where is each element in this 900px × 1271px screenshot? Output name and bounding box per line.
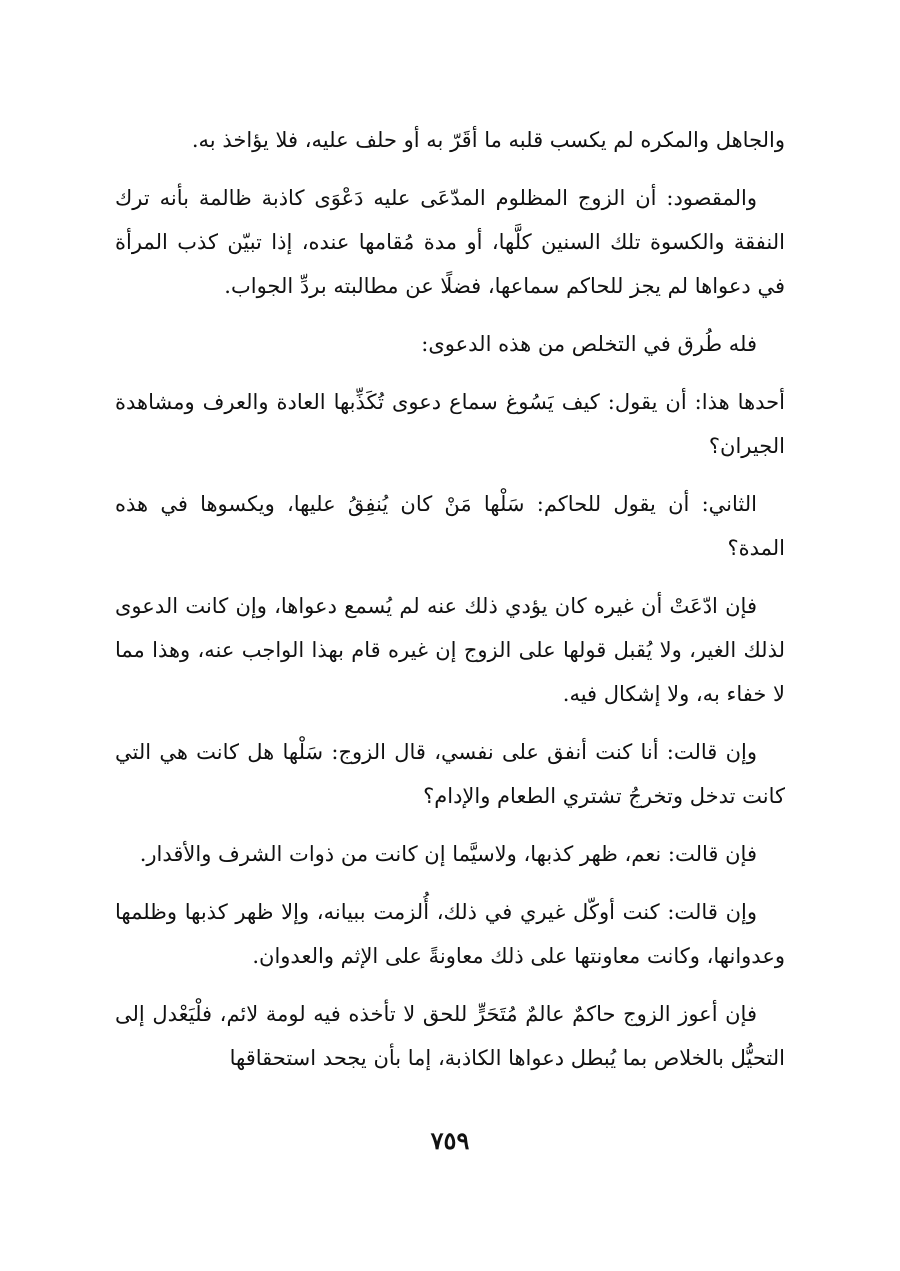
paragraph-9: وإن قالت: كنت أوكّل غيري في ذلك، أُلزمت ببيانه، وإلا ظهر كذبها وظلمها وعدوانها، وكانت معاونتها على ذلك معاونةً على الإثم والعدوان. — [115, 900, 785, 968]
paragraph-1: والجاهل والمكره لم يكسب قلبه ما أقَرّ به أو حلف عليه، فلا يؤاخذ به. — [191, 128, 785, 152]
paragraph-7: وإن قالت: أنا كنت أنفق على نفسي، قال الزوج: سَلْها هل كانت هي التي كانت تدخل وتخرجُ تشتري الطعام والإدام؟ — [115, 740, 785, 808]
page-number: ٧٥٩ — [430, 1126, 470, 1155]
paragraph-8: فإن قالت: نعم، ظهر كذبها، ولاسيَّما إن كانت من ذوات الشرف والأقدار. — [139, 842, 757, 866]
paragraph-3: فله طُرق في التخلص من هذه الدعوى: — [421, 332, 757, 356]
paragraph-6: فإن ادّعَتْ أن غيره كان يؤدي ذلك عنه لم يُسمع دعواها، وإن كانت الدعوى لذلك الغير، ولا يُقبل قولها على الزوج إن غيره قام بهذا الواجب عنه، وهذا مما لا خفاء به، ولا إشكال فيه. — [115, 594, 785, 706]
paragraph-5: الثاني: أن يقول للحاكم: سَلْها مَنْ كان يُنفِقُ عليها، ويكسوها في هذه المدة؟ — [115, 492, 785, 560]
page-body — [115, 118, 785, 1094]
paragraph-10: فإن أعوز الزوج حاكمٌ عالمٌ مُتَحَرٍّ للحق لا تأخذه فيه لومة لائم، فلْيَعْدل إلى التحيُّل بالخلاص بما يُبطل دعواها الكاذبة، إما بأن يجحد استحقاقها — [115, 1002, 785, 1070]
paragraph-4: أحدها هذا: أن يقول: كيف يَسُوغ سماع دعوى تُكَذِّبها العادة والعرف ومشاهدة الجيران؟ — [115, 390, 785, 458]
paragraph-2: والمقصود: أن الزوج المظلوم المدّعَى عليه دَعْوَى كاذبة ظالمة بأنه ترك النفقة والكسوة تلك السنين كلَّها، أو مدة مُقامها عنده، إذا تبيّن كذب المرأة في دعواها لم يجز للحاكم سماعها، فضلًا عن مطالبته بردِّ الجواب. — [115, 186, 785, 298]
